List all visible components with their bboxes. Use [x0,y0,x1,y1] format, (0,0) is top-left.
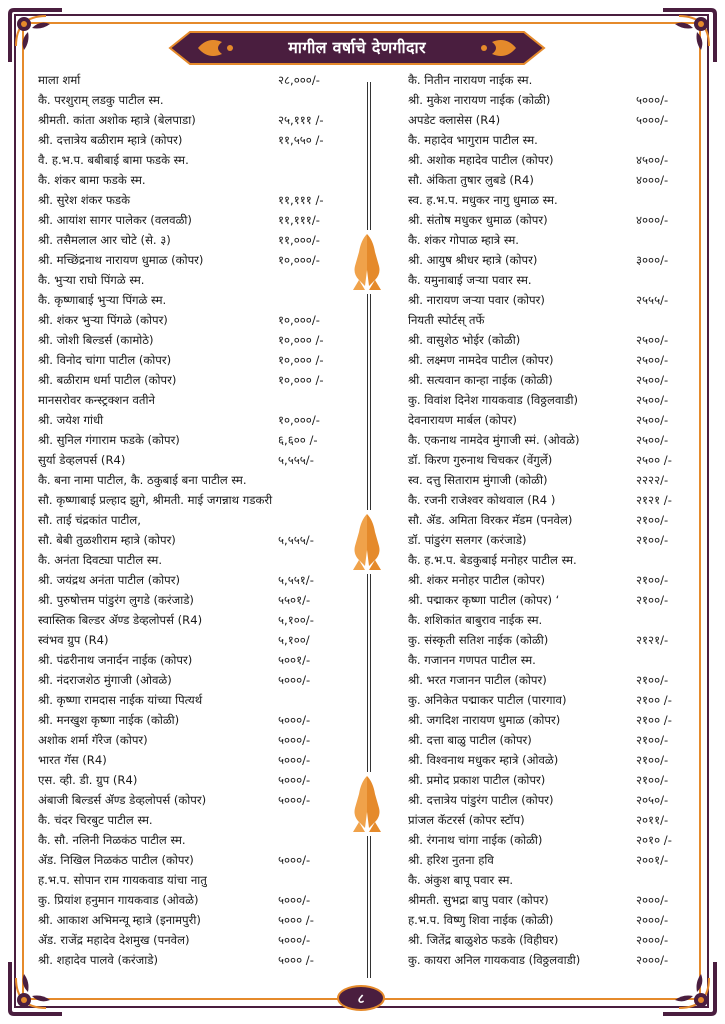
donor-row [408,690,692,710]
donation-amount: २८,०००/- [278,73,320,87]
donor-row [38,310,338,330]
donor-row [38,370,338,390]
donor-row [408,730,692,750]
donation-amount: २०००/- [636,953,669,967]
donor-row [408,190,692,210]
donor-name: श्री. विश्वनाथ मधुकर म्हात्रे (ओवळे) [408,753,559,767]
donor-row [408,550,692,570]
donor-row [408,70,692,90]
donation-amount: ५०००/- [636,93,669,107]
donor-name: डॉ. किरण गुरुनाथ चिचकर (वेंगुर्ले) [408,453,553,467]
donor-name: कै. सौ. नलिनी निळकंठ पाटील स्म. [38,833,186,847]
donor-row [38,530,338,550]
donation-amount: २५००/- [636,433,669,447]
donor-row [38,90,338,110]
donor-row [38,710,338,730]
donation-amount: २१००/- [636,773,669,787]
donor-name: प्रांजल कॅटरर्स (कोपर स्टॉप) [408,813,525,827]
donor-row [38,870,338,890]
donor-name: सौ. ताई चंद्रकांत पाटील, [38,513,141,527]
donor-name: कु. संस्कृती सतिश नाईक (कोळी) [408,633,549,647]
donor-row [408,870,692,890]
donation-amount: ४०००/- [636,213,669,227]
donor-name: श्री. आकाश अभिमन्यू म्हात्रे (इनामपुरी) [38,913,201,927]
donor-name: श्री. मनखुश कृष्णा नाईक (कोळी) [38,713,180,727]
donor-name: श्री. सुनिल गंगाराम फडके (कोपर) [38,433,180,447]
donor-name: श्री. जगदिश नारायण धुमाळ (कोपर) [408,713,561,727]
donation-amount: ५०००/- [278,753,311,767]
donation-amount: ५,१००/ [278,633,310,647]
donor-row [38,770,338,790]
donor-name: एस. व्ही. डी. ग्रुप (R4) [38,773,138,787]
page-title: मागील वर्षाचे देणगीदार [288,38,426,57]
donor-row [408,270,692,290]
donor-name: श्री. प्रमोद प्रकाश पाटील (कोपर) [408,773,546,787]
donor-name: देवनारायण मार्बल (कोपर) [408,413,517,427]
donor-row [408,130,692,150]
donation-amount: ५००० /- [278,953,314,967]
donor-name: स्वंभव ग्रुप (R4) [38,633,109,647]
donor-row [408,750,692,770]
donation-amount: २१००/- [636,573,669,587]
donation-amount: २१२१ /- [636,493,672,507]
donation-amount: ५,५५५/- [278,453,314,467]
donation-amount: ५०००/- [278,933,311,947]
donor-row [408,170,692,190]
donor-name: श्री. जयेश गांधी [38,413,104,427]
donor-row [408,90,692,110]
donor-name: श्री. संतोष मधुकर धुमाळ (कोपर) [408,213,548,227]
donor-name: अपडेट क्लासेस (R4) [408,113,501,127]
donor-name: सुर्या डेव्हलपर्स (R4) [38,453,126,467]
donation-amount: ५०००/- [278,713,311,727]
donor-row [38,470,338,490]
donor-name: डॉ. पांडुरंग सलगर (करंजाडे) [408,533,527,547]
donor-row [408,530,692,550]
donor-row [38,830,338,850]
donation-amount: ५,५५५/- [278,533,314,547]
donor-name: कै. यमुनाबाई जऱ्या पवार स्म. [408,273,532,287]
donor-name: सौ. अंकिता तुषार लुबडे (R4) [408,173,534,187]
donation-amount: २०००/- [636,933,669,947]
donor-row [38,330,338,350]
donation-amount: २५५५/- [636,293,669,307]
donor-name: श्री. सत्यवान कान्हा नाईक (कोळी) [408,373,553,387]
donor-row [408,230,692,250]
donor-row [38,230,338,250]
donor-name: कै. कृष्णाबाई भुऱ्या पिंगळे स्म. [38,293,167,307]
donor-row [408,650,692,670]
folded-hands-icon [345,230,389,294]
donor-row [38,130,338,150]
donor-name: श्री. कृष्णा रामदास नाईक यांच्या पित्यर्थ [38,693,203,707]
corner-ornament-icon [6,6,66,66]
donation-amount: ५०००/- [278,773,311,787]
donor-name: नियती स्पोर्टस् तर्फे [408,313,485,327]
donation-amount: ५०००/- [278,793,311,807]
donation-amount: २१००/- [636,593,669,607]
donor-row [38,610,338,630]
donation-amount: २२२२/- [636,473,669,487]
donor-name: कै. शंकर गोपाळ म्हात्रे स्म. [408,233,519,247]
donation-amount: ५०००/- [278,853,311,867]
donation-amount: २५००/- [636,353,669,367]
donor-name: ह.भ.प. विष्णु शिवा नाईक (कोळी) [408,913,554,927]
donor-row [408,930,692,950]
donor-name: श्री. जोशी बिल्डर्स (कामोठे) [38,333,154,347]
donor-row [38,430,338,450]
donation-amount: ५,१००/- [278,613,314,627]
donor-row [408,910,692,930]
donor-name: कै. नितीन नारायण नाईक स्म. [408,73,533,87]
donation-amount: २५००/- [636,393,669,407]
donor-row [408,370,692,390]
donor-name: श्री. बळीराम धर्मा पाटील (कोपर) [38,373,177,387]
donor-name: वै. ह.भ.प. बबीबाई बामा फडके स्म. [38,153,189,167]
donor-row [38,950,338,970]
donor-row [408,350,692,370]
donation-amount: २१००/- [636,533,669,547]
donor-row [408,890,692,910]
donation-amount: २०००/- [636,913,669,927]
donor-row [408,510,692,530]
donor-name: श्री. अशोक महादेव पाटील (कोपर) [408,153,554,167]
donor-row [408,150,692,170]
donor-row [38,550,338,570]
donor-row [38,690,338,710]
donation-amount: ५०००/- [636,113,669,127]
donor-name: अशोक शर्मा गॅरेज (कोपर) [38,733,148,747]
donor-row [408,610,692,630]
donation-amount: २५००/- [636,373,669,387]
donor-row [38,910,338,930]
donation-amount: ११,०००/- [278,233,320,247]
donation-amount: २१०० /- [636,693,672,707]
donor-row [38,110,338,130]
donor-row [408,770,692,790]
donor-name: श्री. वासुशेठ भोईर (कोळी) [408,333,521,347]
donor-row [408,450,692,470]
donor-row [38,270,338,290]
donor-row [408,830,692,850]
page-number: ८ [337,985,385,1011]
folded-hands-icon [345,510,389,574]
donor-row [38,510,338,530]
donor-name: श्री. मुकेश नारायण नाईक (कोळी) [408,93,551,107]
donor-name: कै. परशुराम् लडकु पाटील स्म. [38,93,164,107]
donation-amount: २१०० /- [636,713,672,727]
donor-name: कै. गजानन गणपत पाटील स्म. [408,653,536,667]
donation-amount: ५०००/- [278,893,311,907]
donor-name: कै. शंकर बामा फडके स्म. [38,173,146,187]
donor-name: श्री. नारायण जऱ्या पवार (कोपर) [408,293,545,307]
donor-row [408,850,692,870]
donation-amount: ३०००/- [636,253,669,267]
donor-name: श्री. दत्तात्रेय बळीराम म्हात्रे (कोपर) [38,133,183,147]
donor-row [408,430,692,450]
corner-ornament-icon [659,6,719,66]
donation-amount: १०,०००/- [278,253,320,267]
donation-amount: २०५०/- [636,793,669,807]
donor-row [38,730,338,750]
donation-amount: ५०००/- [278,673,311,687]
donor-row [38,850,338,870]
donation-amount: २०११/- [636,813,669,827]
donor-name: कै. शशिकांत बाबुराव नाईक स्म. [408,613,543,627]
donation-amount: २१००/- [636,753,669,767]
donor-list-left [38,70,338,970]
donor-name: श्री. दत्ता बाळु पाटील (कोपर) [408,733,532,747]
donor-row [408,410,692,430]
donation-amount: ४०००/- [636,173,669,187]
donation-amount: २५००/- [636,333,669,347]
donor-name: श्रीमती. सुभद्रा बापु पवार (कोपर) [408,893,549,907]
donor-row [38,790,338,810]
donor-row [408,590,692,610]
donation-amount: १०,००० /- [278,353,324,367]
donor-row [408,490,692,510]
donor-name: कै. अंकुश बापू पवार स्म. [408,873,514,887]
donor-name: कु. प्रियांश हनुमान गायकवाड (ओवळे) [38,893,199,907]
donor-row [408,310,692,330]
donor-row [38,890,338,910]
donor-name: श्री. शहादेव पालवे (करंजाडे) [38,953,158,967]
donation-amount: ५०००/- [278,733,311,747]
donor-name: अंबाजी बिल्डर्स ॲण्ड डेव्हलोपर्स (कोपर) [38,793,207,807]
donor-name: मानसरोवर कन्स्ट्रक्शन वतीने [38,393,155,407]
donor-row [408,630,692,650]
donor-row [408,290,692,310]
donor-name: श्री. पंढरीनाथ जनार्दन नाईक (कोपर) [38,653,193,667]
donor-name: श्री. नंदराजशेठ मुंगाजी (ओवळे) [38,673,172,687]
donor-name: माला शर्मा [38,73,81,87]
donor-name: श्री. आयांश सागर पालेकर (वलवळी) [38,213,192,227]
donor-row [408,210,692,230]
donor-name: श्री. सुरेश शंकर फडके [38,193,130,207]
donor-name: श्री. दत्तात्रेय पांडुरंग पाटील (कोपर) [408,793,554,807]
donor-name: कै. चंदर चिरबुट पाटील स्म. [38,813,153,827]
donor-name: भारत गॅस (R4) [38,753,107,767]
donor-row [408,670,692,690]
donor-name: श्री. तसैमलाल आर चोटे (से. ३) [38,233,171,247]
donor-name: श्री. हरिश नुतना हवि [408,853,494,867]
donor-row [38,210,338,230]
donation-amount: ५००० /- [278,913,314,927]
donor-name: कु. विवांश दिनेश गायकवाड (विठ्ठलवाडी) [408,393,579,407]
donation-amount: ४५००/- [636,153,669,167]
donation-amount: २५००/- [636,413,669,427]
donor-list-right [408,70,692,970]
donor-name: श्री. मच्छिंद्रनाथ नारायण धुमाळ (कोपर) [38,253,204,267]
donor-name: ॲड. राजेंद्र महादेव देशमुख (पनवेल) [38,933,190,947]
donation-amount: ११,१११/- [278,213,320,227]
donor-name: कै. बना नामा पाटील, कै. ठकुबाई बना पाटील स्म. [38,473,247,487]
donor-name: स्व. दत्तु सिताराम मुंगाजी (कोळी) [408,473,548,487]
donor-row [408,470,692,490]
donor-name: कै. रजनी राजेश्वर कोथवाल (R4 ) [408,493,556,507]
donation-amount: २१००/- [636,733,669,747]
donor-row [408,250,692,270]
donation-amount: २१००/- [636,673,669,687]
donor-row [38,630,338,650]
donor-name: कै. अनंता दिवट्या पाटील स्म. [38,553,163,567]
donor-row [38,450,338,470]
donor-name: श्री. शंकर मनोहर पाटील (कोपर) [408,573,546,587]
donor-name: श्री. जितेंद्र बाळुशेठ फडके (विहीघर) [408,933,559,947]
donation-amount: २०००/- [636,893,669,907]
donor-name: ॲड. निखिल निळकंठ पाटील (कोपर) [38,853,194,867]
donor-row [408,790,692,810]
donor-row [38,410,338,430]
donor-row [38,810,338,830]
donor-name: सौ. बेबी तुळशीराम म्हात्रे (कोपर) [38,533,176,547]
donor-name: श्री. लक्ष्मण नामदेव पाटील (कोपर) [408,353,554,367]
donation-amount: ५,५५१/- [278,573,314,587]
donation-amount: १०,००० /- [278,333,324,347]
donor-name: कु. कायरा अनिल गायकवाड (विठ्ठलवाडी) [408,953,581,967]
donor-name: स्वास्तिक बिल्डर ॲण्ड डेव्हलोपर्स (R4) [38,613,203,627]
donation-amount: ११,१११ /- [278,193,324,207]
donor-row [38,190,338,210]
donor-row [38,750,338,770]
donation-amount: १०,०००/- [278,413,320,427]
donor-row [408,390,692,410]
donor-row [38,290,338,310]
donation-amount: ६,६०० /- [278,433,318,447]
donor-row [38,390,338,410]
donor-name: श्री. पुरुषोत्तम पांडुरंग लुगडे (करंजाडे) [38,593,194,607]
donor-row [38,70,338,90]
donor-name: कु. अनिकेत पद्माकर पाटील (पारगाव) [408,693,567,707]
donation-amount: २५,१११ /- [278,113,324,127]
donor-row [408,710,692,730]
donor-name: श्री. शंकर भुऱ्या पिंगळे (कोपर) [38,313,168,327]
donation-amount: ५००१/- [278,653,311,667]
donor-name: स्व. ह.भ.प. मधुकर नागु धुमाळ स्म. [408,193,558,207]
donation-amount: २५०० /- [636,453,672,467]
donation-amount: २००१/- [636,853,669,867]
donor-name: श्री. विनोद चांगा पाटील (कोपर) [38,353,172,367]
donor-name: कै. एकनाथ नामदेव मुंगाजी स्मं. (ओवळे) [408,433,580,447]
donation-amount: २१००/- [636,513,669,527]
donor-row [38,250,338,270]
donor-name: कै. महादेव भागुराम पाटील स्म. [408,133,538,147]
donor-name: श्री. आयुष श्रीधर म्हात्रे (कोपर) [408,253,538,267]
donation-amount: २१२१/- [636,633,669,647]
donor-row [38,490,338,510]
donor-row [408,950,692,970]
donor-row [408,810,692,830]
donation-amount: १०,०००/- [278,313,320,327]
donor-row [408,570,692,590]
donor-name: श्री. भरत गजानन पाटील (कोपर) [408,673,547,687]
donor-name: श्री. जयंद्रथ अनंता पाटील (कोपर) [38,573,181,587]
donor-name: सौ. कृष्णाबाई प्रल्हाद झुगे, श्रीमती. माई जगन्नाथ गडकरी [38,493,273,507]
donation-amount: १०,००० /- [278,373,324,387]
donor-name: श्री. रंगनाथ चांगा नाईक (कोळी) [408,833,543,847]
donor-row [38,650,338,670]
donor-name: सौ. ॲड. अमिता विरकर मॅडम (पनवेल) [408,513,573,527]
donation-amount: ११,५५० /- [278,133,324,147]
folded-hands-icon [345,772,389,836]
donor-row [38,670,338,690]
donor-name: श्रीमती. कांता अशोक म्हात्रे (बेलपाडा) [38,113,196,127]
donor-row [38,350,338,370]
donor-row [38,570,338,590]
donation-amount: २०१० /- [636,833,672,847]
donor-row [408,330,692,350]
donor-row [38,590,338,610]
donation-amount: ५५०१/- [278,593,311,607]
donor-row [408,110,692,130]
donor-name: श्री. पद्माकर कृष्णा पाटील (कोपर) ‘ [408,593,560,607]
donor-name: कै. ह.भ.प. बेडकुबाई मनोहर पाटील स्म. [408,553,577,567]
donor-row [38,930,338,950]
donor-name: कै. भुऱ्या राघो पिंगळे स्म. [38,273,145,287]
donor-row [38,170,338,190]
donor-row [38,150,338,170]
donor-name: ह.भ.प. सोपान राम गायकवाड यांचा नातु [38,873,207,887]
